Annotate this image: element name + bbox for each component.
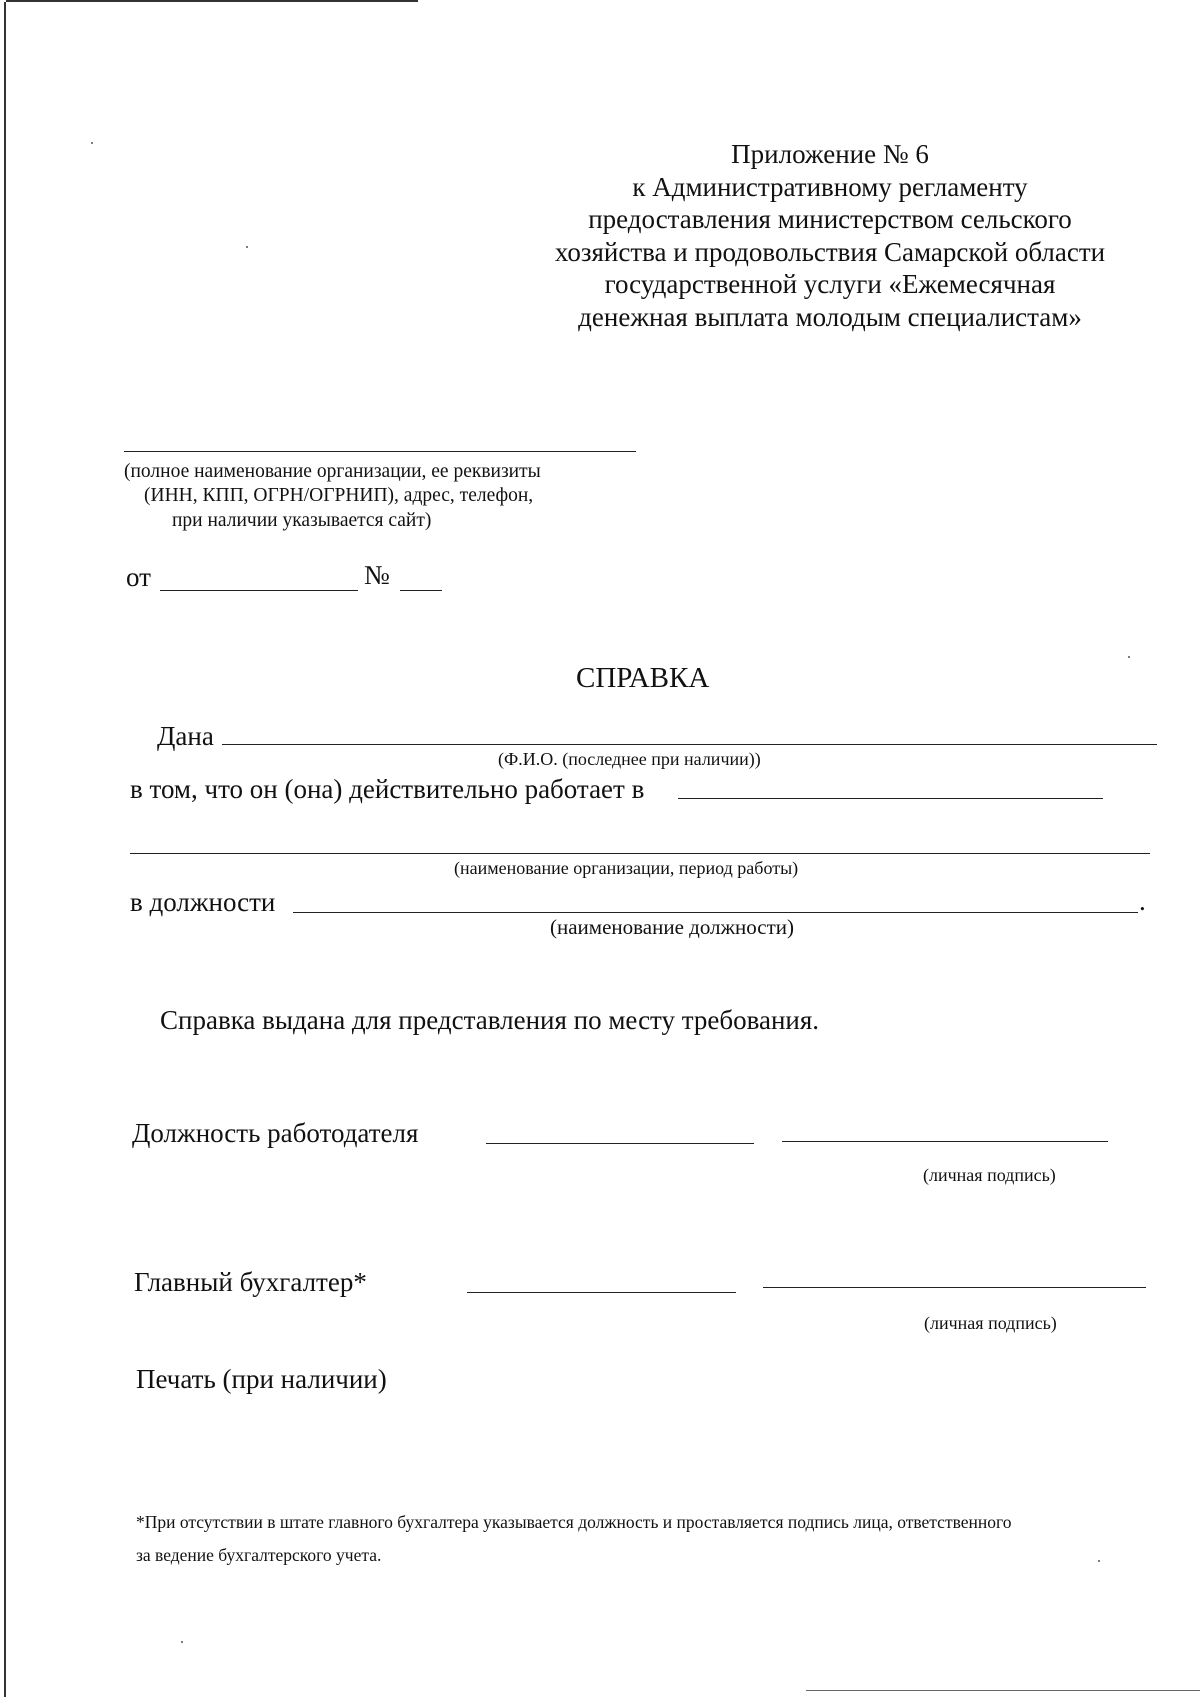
header-line: хозяйства и продовольствия Самарской области — [554, 236, 1106, 267]
accountant-signature-hint: (личная подпись) — [924, 1313, 1057, 1333]
scan-speck — [1128, 656, 1130, 658]
org-name-line[interactable] — [124, 451, 636, 452]
header-line: государственной услуги «Ежемесячная — [604, 269, 1056, 300]
scan-speck — [1098, 1560, 1100, 1562]
header-line: предоставления министерством сельского — [588, 204, 1072, 235]
scan-speck — [91, 142, 93, 144]
workplace-line[interactable] — [678, 798, 1103, 799]
header-line: к Административному регламенту — [632, 171, 1028, 202]
from-label: от — [126, 562, 151, 592]
accountant-name-line[interactable] — [467, 1292, 736, 1293]
number-line[interactable] — [400, 590, 442, 591]
fio-line[interactable] — [222, 744, 1157, 745]
position-line[interactable] — [293, 912, 1138, 913]
accountant-label: Главный бухгалтер* — [134, 1267, 367, 1297]
header-line: Приложение № 6 — [731, 139, 929, 169]
footnote-line: за ведение бухгалтерского учета. — [136, 1545, 382, 1565]
position-hint: (наименование должности) — [550, 915, 795, 939]
header-line: денежная выплата молодым специалистам» — [578, 301, 1082, 332]
employer-position-line[interactable] — [486, 1143, 754, 1144]
scan-edge-top — [6, 0, 418, 2]
fio-hint: (Ф.И.О. (последнее при наличии)) — [498, 749, 761, 769]
org-hint-line: (полное наименование организации, ее реквизиты — [124, 461, 541, 482]
given-label: Дана — [157, 721, 214, 751]
org-period-hint: (наименование организации, период работы) — [454, 858, 799, 878]
employer-signature-hint: (личная подпись) — [923, 1165, 1056, 1185]
employer-signature-line[interactable] — [782, 1141, 1108, 1142]
org-hint-line: при наличии указывается сайт) — [172, 510, 432, 531]
employer-position-label: Должность работодателя — [132, 1118, 419, 1148]
number-label: № — [364, 560, 390, 590]
date-line[interactable] — [160, 590, 358, 591]
position-end-dot: . — [1139, 886, 1146, 916]
position-label: в должности — [130, 887, 276, 917]
org-period-line[interactable] — [130, 853, 1150, 854]
issued-text: Справка выдана для представления по месту требования. — [160, 1005, 820, 1035]
org-hint-line: (ИНН, КПП, ОГРН/ОГРНИП), адрес, телефон, — [144, 485, 534, 506]
accountant-signature-line[interactable] — [763, 1287, 1146, 1288]
works-text: в том, что он (она) действительно работает в — [130, 774, 645, 804]
scan-speck — [181, 1641, 183, 1643]
scan-edge-left — [4, 2, 6, 1697]
stamp-label: Печать (при наличии) — [136, 1364, 387, 1394]
scan-speck — [246, 246, 248, 248]
appendix-header — [520, 138, 1140, 334]
document-title: СПРАВКА — [576, 662, 710, 694]
footnote-line: *При отсутствии в штате главного бухгалтера указывается должность и проставляется подпись лица, ответственного — [136, 1512, 1012, 1532]
scan-edge-bottom — [806, 1690, 1200, 1691]
